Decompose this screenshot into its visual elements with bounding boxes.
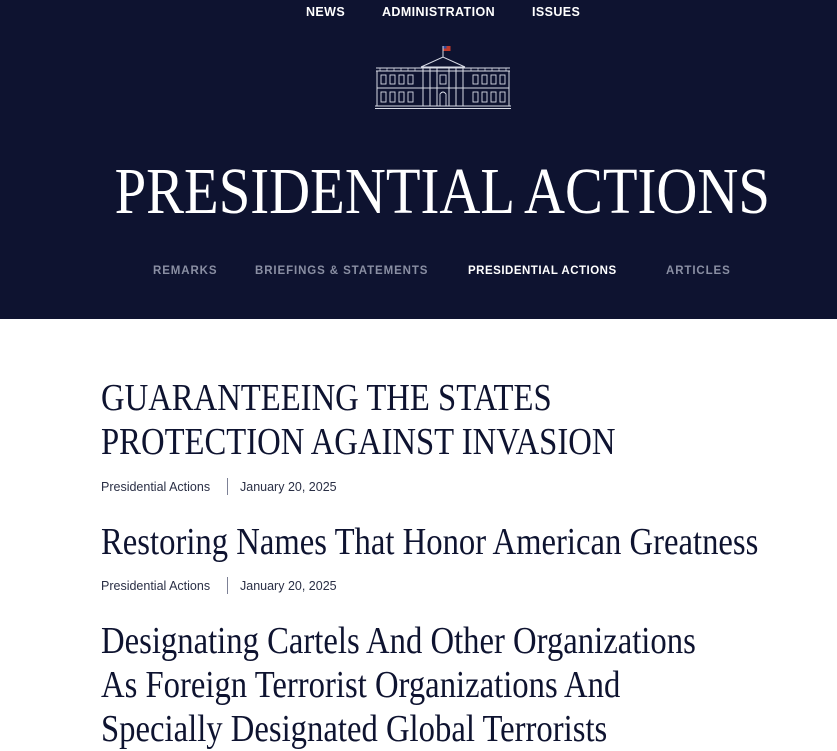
article-date: January 20, 2025 <box>240 579 337 593</box>
top-nav-news[interactable]: NEWS <box>306 5 346 19</box>
article-category[interactable]: Presidential Actions <box>101 480 211 494</box>
article-title-line: PROTECTION AGAINST INVASION <box>101 421 616 463</box>
section-nav-remarks[interactable]: REMARKS <box>153 265 218 277</box>
white-house-icon <box>375 44 511 110</box>
section-nav-briefings-statements[interactable]: BRIEFINGS & STATEMENTS <box>255 265 429 277</box>
article-title-line: Designating Cartels And Other Organizations <box>101 620 696 662</box>
article-category[interactable]: Presidential Actions <box>101 579 211 593</box>
article-date: January 20, 2025 <box>240 480 337 494</box>
site-header <box>0 0 837 319</box>
top-nav-administration[interactable]: ADMINISTRATION <box>382 5 495 19</box>
top-nav <box>0 5 837 21</box>
section-nav-presidential-actions[interactable]: PRESIDENTIAL ACTIONS <box>468 265 617 277</box>
article-title-link[interactable] <box>101 520 759 564</box>
list-item <box>101 520 801 593</box>
article-title-line: Specially Designated Global Terrorists <box>101 708 608 750</box>
section-nav <box>0 265 837 281</box>
article-title-link[interactable] <box>101 376 703 464</box>
top-nav-issues[interactable]: ISSUES <box>532 5 581 19</box>
article-title-link[interactable] <box>101 619 703 751</box>
article-title-line: As Foreign Terrorist Organizations And <box>101 664 621 706</box>
page-title: PRESIDENTIAL ACTIONS <box>114 155 770 228</box>
list-item <box>101 376 801 494</box>
meta-divider <box>227 577 228 594</box>
article-title-line: GUARANTEEING THE STATES <box>101 377 552 419</box>
section-nav-articles[interactable]: ARTICLES <box>666 265 731 277</box>
article-title-line: Restoring Names That Honor American Greatness <box>101 521 759 563</box>
meta-divider <box>227 478 228 495</box>
list-item <box>101 619 801 751</box>
